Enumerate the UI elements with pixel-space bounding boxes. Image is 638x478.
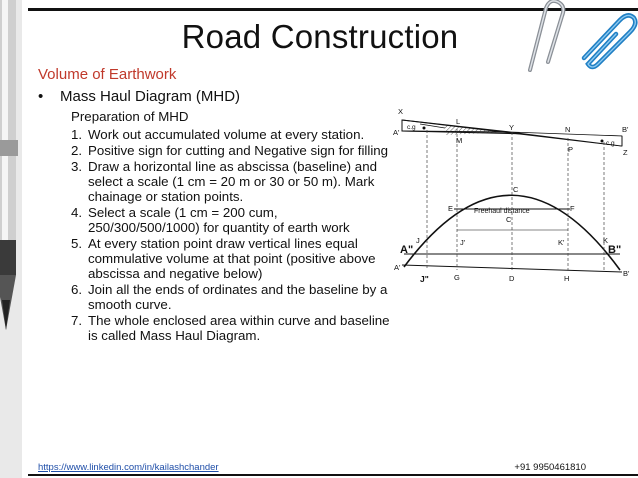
label-n: N <box>565 125 571 134</box>
label-cg-left: c.g <box>407 124 416 131</box>
label-h: H <box>564 274 570 283</box>
step-number: 3. <box>71 159 83 174</box>
step-number: 2. <box>71 143 83 158</box>
label-c-top: C <box>513 185 519 194</box>
label-g: G <box>454 273 460 282</box>
bottom-rule <box>28 474 638 476</box>
list-item <box>71 205 391 235</box>
step-text: Select a scale (1 cm = 200 cum, 250/300/500/1000) for quantity of earth work <box>88 205 350 235</box>
list-item <box>71 127 391 142</box>
step-number: 6. <box>71 282 83 297</box>
label-l: L <box>456 117 461 126</box>
slide-title: Road Construction <box>181 18 459 55</box>
step-text: Positive sign for cutting and Negative sign for filling <box>88 143 389 158</box>
label-k-prime: K' <box>558 238 565 247</box>
linkedin-link[interactable]: https://www.linkedin.com/in/kailashchander <box>38 462 219 473</box>
step-number: 5. <box>71 236 83 251</box>
list-item <box>71 282 391 312</box>
label-f: F <box>570 204 575 213</box>
step-number: 7. <box>71 313 83 328</box>
paper-clips-illustration <box>500 0 638 80</box>
label-a-prime: A' <box>393 128 400 137</box>
bullet-text: Mass Haul Diagram (MHD) <box>60 88 241 105</box>
step-text: At every station point draw vertical lines equal commulative volume at that point (positive above abscissa and negative below) <box>88 236 376 281</box>
cg-right-dot <box>601 140 604 143</box>
label-e: E <box>448 204 454 213</box>
pen-illustration <box>0 0 40 478</box>
label-x: X <box>398 107 404 116</box>
label-c-mid: C <box>506 215 512 224</box>
step-text: The whole enclosed area within curve and baseline is called Mass Haul Diagram. <box>88 313 390 343</box>
section-heading: Volume of Earthwork <box>38 66 177 83</box>
label-b-prime-bottom: B' <box>623 269 630 278</box>
label-b-prime-top: B' <box>622 125 629 134</box>
label-k: K <box>603 236 609 245</box>
step-text: Join all the ends of ordinates and the baseline by a smooth curve. <box>88 282 388 312</box>
label-a-prime-bottom: A' <box>394 263 401 272</box>
bullet-symbol: • <box>38 88 44 105</box>
bullet-item <box>38 88 240 105</box>
label-cg-right: c.g <box>606 140 615 147</box>
mass-haul-diagram <box>390 102 635 292</box>
list-item <box>71 313 391 343</box>
list-item <box>71 159 391 204</box>
list-item <box>71 236 391 281</box>
cg-left-dot <box>423 127 426 130</box>
label-z: Z <box>623 148 628 157</box>
preparation-heading: Preparation of MHD <box>71 109 189 124</box>
step-text: Work out accumulated volume at every station. <box>88 127 365 142</box>
list-item <box>71 143 391 158</box>
step-number: 4. <box>71 205 83 220</box>
label-d: D <box>509 274 515 283</box>
label-j-prime: J' <box>460 238 466 247</box>
steps-list <box>71 127 391 344</box>
step-text: Draw a horizontal line as abscissa (baseline) and select a scale (1 cm = 20 m or 30 or 50 m). Mark chainage or station points. <box>88 159 377 204</box>
phone-number: +91 9950461810 <box>514 462 586 473</box>
label-m: M <box>456 136 463 145</box>
step-number: 1. <box>71 127 83 142</box>
label-a-double: A" <box>400 244 414 256</box>
label-freehaul: Freehaul distance <box>474 208 530 215</box>
label-y: Y <box>509 123 515 132</box>
label-j-double: J" <box>420 274 429 284</box>
label-b-double: B" <box>608 244 622 256</box>
label-p: P <box>568 145 574 154</box>
station-ordinates <box>427 129 604 272</box>
label-j: J <box>416 236 420 245</box>
